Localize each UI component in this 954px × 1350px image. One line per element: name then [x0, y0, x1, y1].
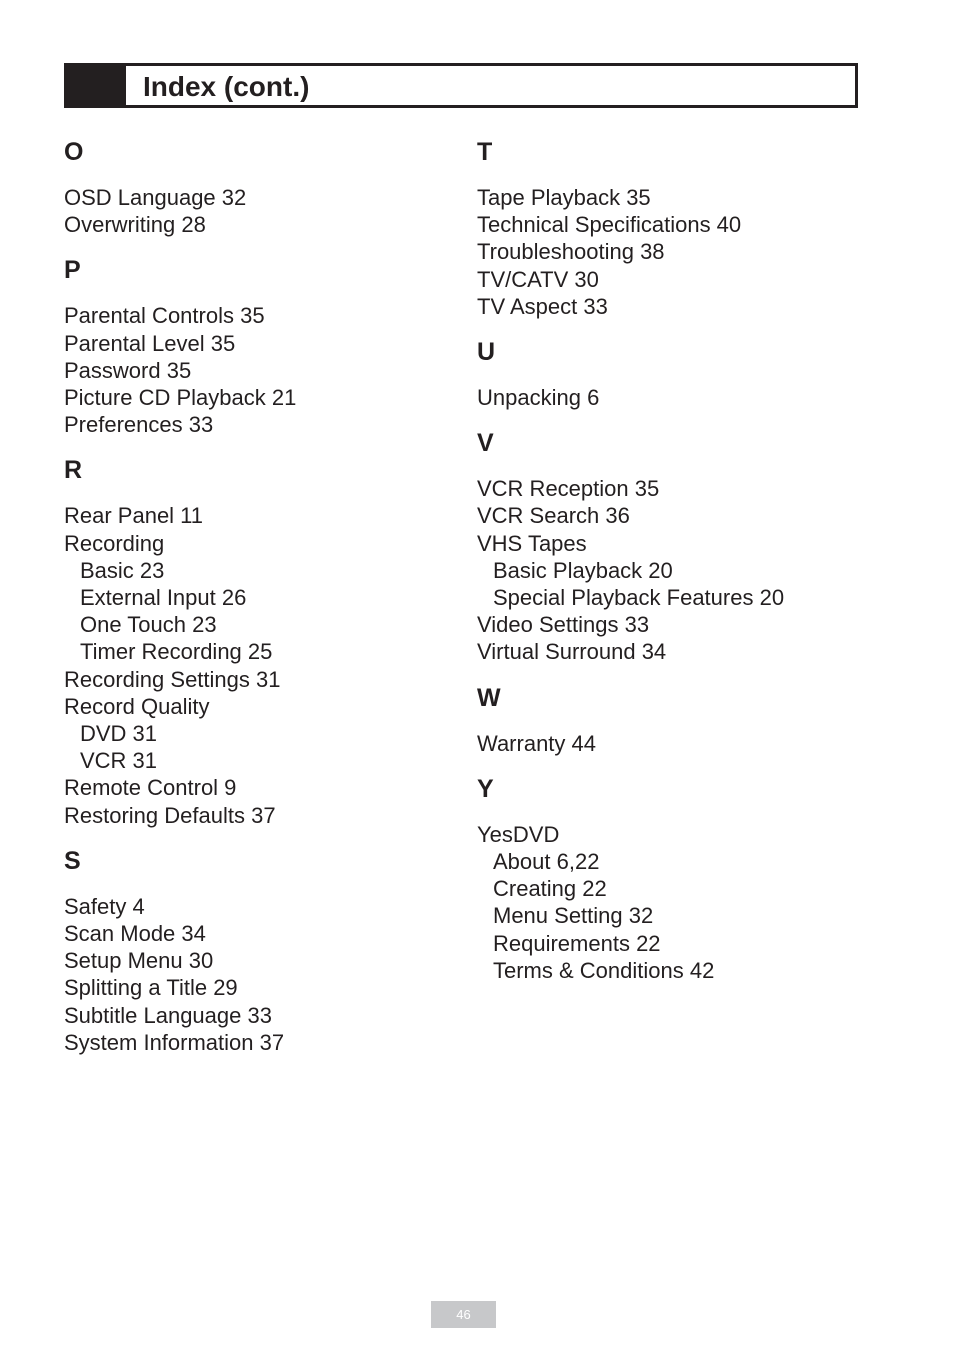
index-section-w: [477, 683, 897, 757]
index-entry: Scan Mode 34: [64, 921, 206, 947]
section-letter: S: [64, 846, 81, 875]
section-letter: V: [477, 429, 494, 458]
index-entry: Parental Level 35: [64, 330, 236, 356]
index-entry: Rear Panel 11: [64, 503, 204, 529]
index-entry: Overwriting 28: [64, 212, 206, 238]
index-section-y: [477, 774, 897, 984]
index-section-v: [477, 428, 897, 665]
index-entry: Warranty 44: [477, 730, 597, 756]
index-entry: Picture CD Playback 21: [64, 385, 297, 411]
index-section-o: [64, 137, 444, 238]
page-title: Index (cont.): [143, 71, 310, 102]
section-letter: T: [477, 138, 493, 166]
index-entry: Setup Menu 30: [64, 948, 214, 974]
index-entry: VCR Search 36: [477, 503, 630, 529]
index-entry: Record Quality: [64, 693, 210, 719]
index-entry: Password 35: [64, 357, 192, 383]
index-subentry: DVD 31: [80, 721, 158, 747]
section-letter: U: [477, 338, 496, 367]
index-entry: Parental Controls 35: [64, 303, 265, 329]
section-letter: P: [64, 256, 81, 285]
index-entry: OSD Language 32: [64, 185, 247, 210]
section-letter: W: [477, 683, 501, 712]
index-entry: Remote Control 9: [64, 775, 237, 801]
section-letter: O: [64, 138, 84, 166]
index-subentry: Terms & Conditions 42: [493, 957, 715, 983]
index-column-right: [477, 137, 897, 1001]
index-entry: Recording: [64, 530, 165, 556]
index-entry: Video Settings 33: [477, 612, 650, 638]
index-section-r: [64, 455, 444, 828]
index-section-s: [64, 846, 444, 1056]
index-header-bar: [64, 63, 858, 108]
index-section-u: [477, 337, 897, 411]
index-entry: TV Aspect 33: [477, 293, 608, 319]
index-subentry: Menu Setting 32: [493, 903, 654, 929]
index-entry: Restoring Defaults 37: [64, 802, 276, 828]
index-subentry: Special Playback Features 20: [493, 585, 785, 611]
index-subentry: Basic 23: [80, 557, 165, 583]
index-entry: YesDVD: [477, 821, 560, 847]
section-letter: Y: [477, 774, 494, 803]
index-subentry: External Input 26: [80, 585, 247, 611]
index-entry: Safety 4: [64, 893, 145, 919]
index-entry: System Information 37: [64, 1029, 285, 1055]
index-entry: Preferences 33: [64, 412, 214, 438]
index-entry: Tape Playback 35: [477, 185, 651, 210]
index-subentry: Requirements 22: [493, 930, 661, 956]
index-subentry: Basic Playback 20: [493, 557, 673, 583]
index-entry: Splitting a Title 29: [64, 975, 238, 1001]
index-subentry: One Touch 23: [80, 612, 217, 638]
index-entry: Subtitle Language 33: [64, 1002, 272, 1028]
index-entry: VHS Tapes: [477, 530, 587, 556]
index-entry: Troubleshooting 38: [477, 239, 665, 265]
index-entry: VCR Reception 35: [477, 476, 660, 502]
index-entry: Virtual Surround 34: [477, 639, 667, 665]
section-letter: R: [64, 456, 83, 485]
index-subentry: Timer Recording 25: [80, 639, 273, 665]
index-column-left: [64, 137, 444, 1073]
index-entry: TV/CATV 30: [477, 266, 599, 292]
index-entry: Unpacking 6: [477, 385, 600, 411]
index-section-p: [64, 255, 444, 438]
page-number: 46: [431, 1301, 496, 1328]
index-subentry: VCR 31: [80, 748, 158, 774]
index-section-t: [477, 137, 897, 320]
index-entry: Recording Settings 31: [64, 666, 281, 692]
header-black-block: [67, 66, 126, 105]
index-entry: Technical Specifications 40: [477, 212, 742, 238]
index-subentry: About 6,22: [493, 849, 600, 875]
index-subentry: Creating 22: [493, 876, 607, 902]
